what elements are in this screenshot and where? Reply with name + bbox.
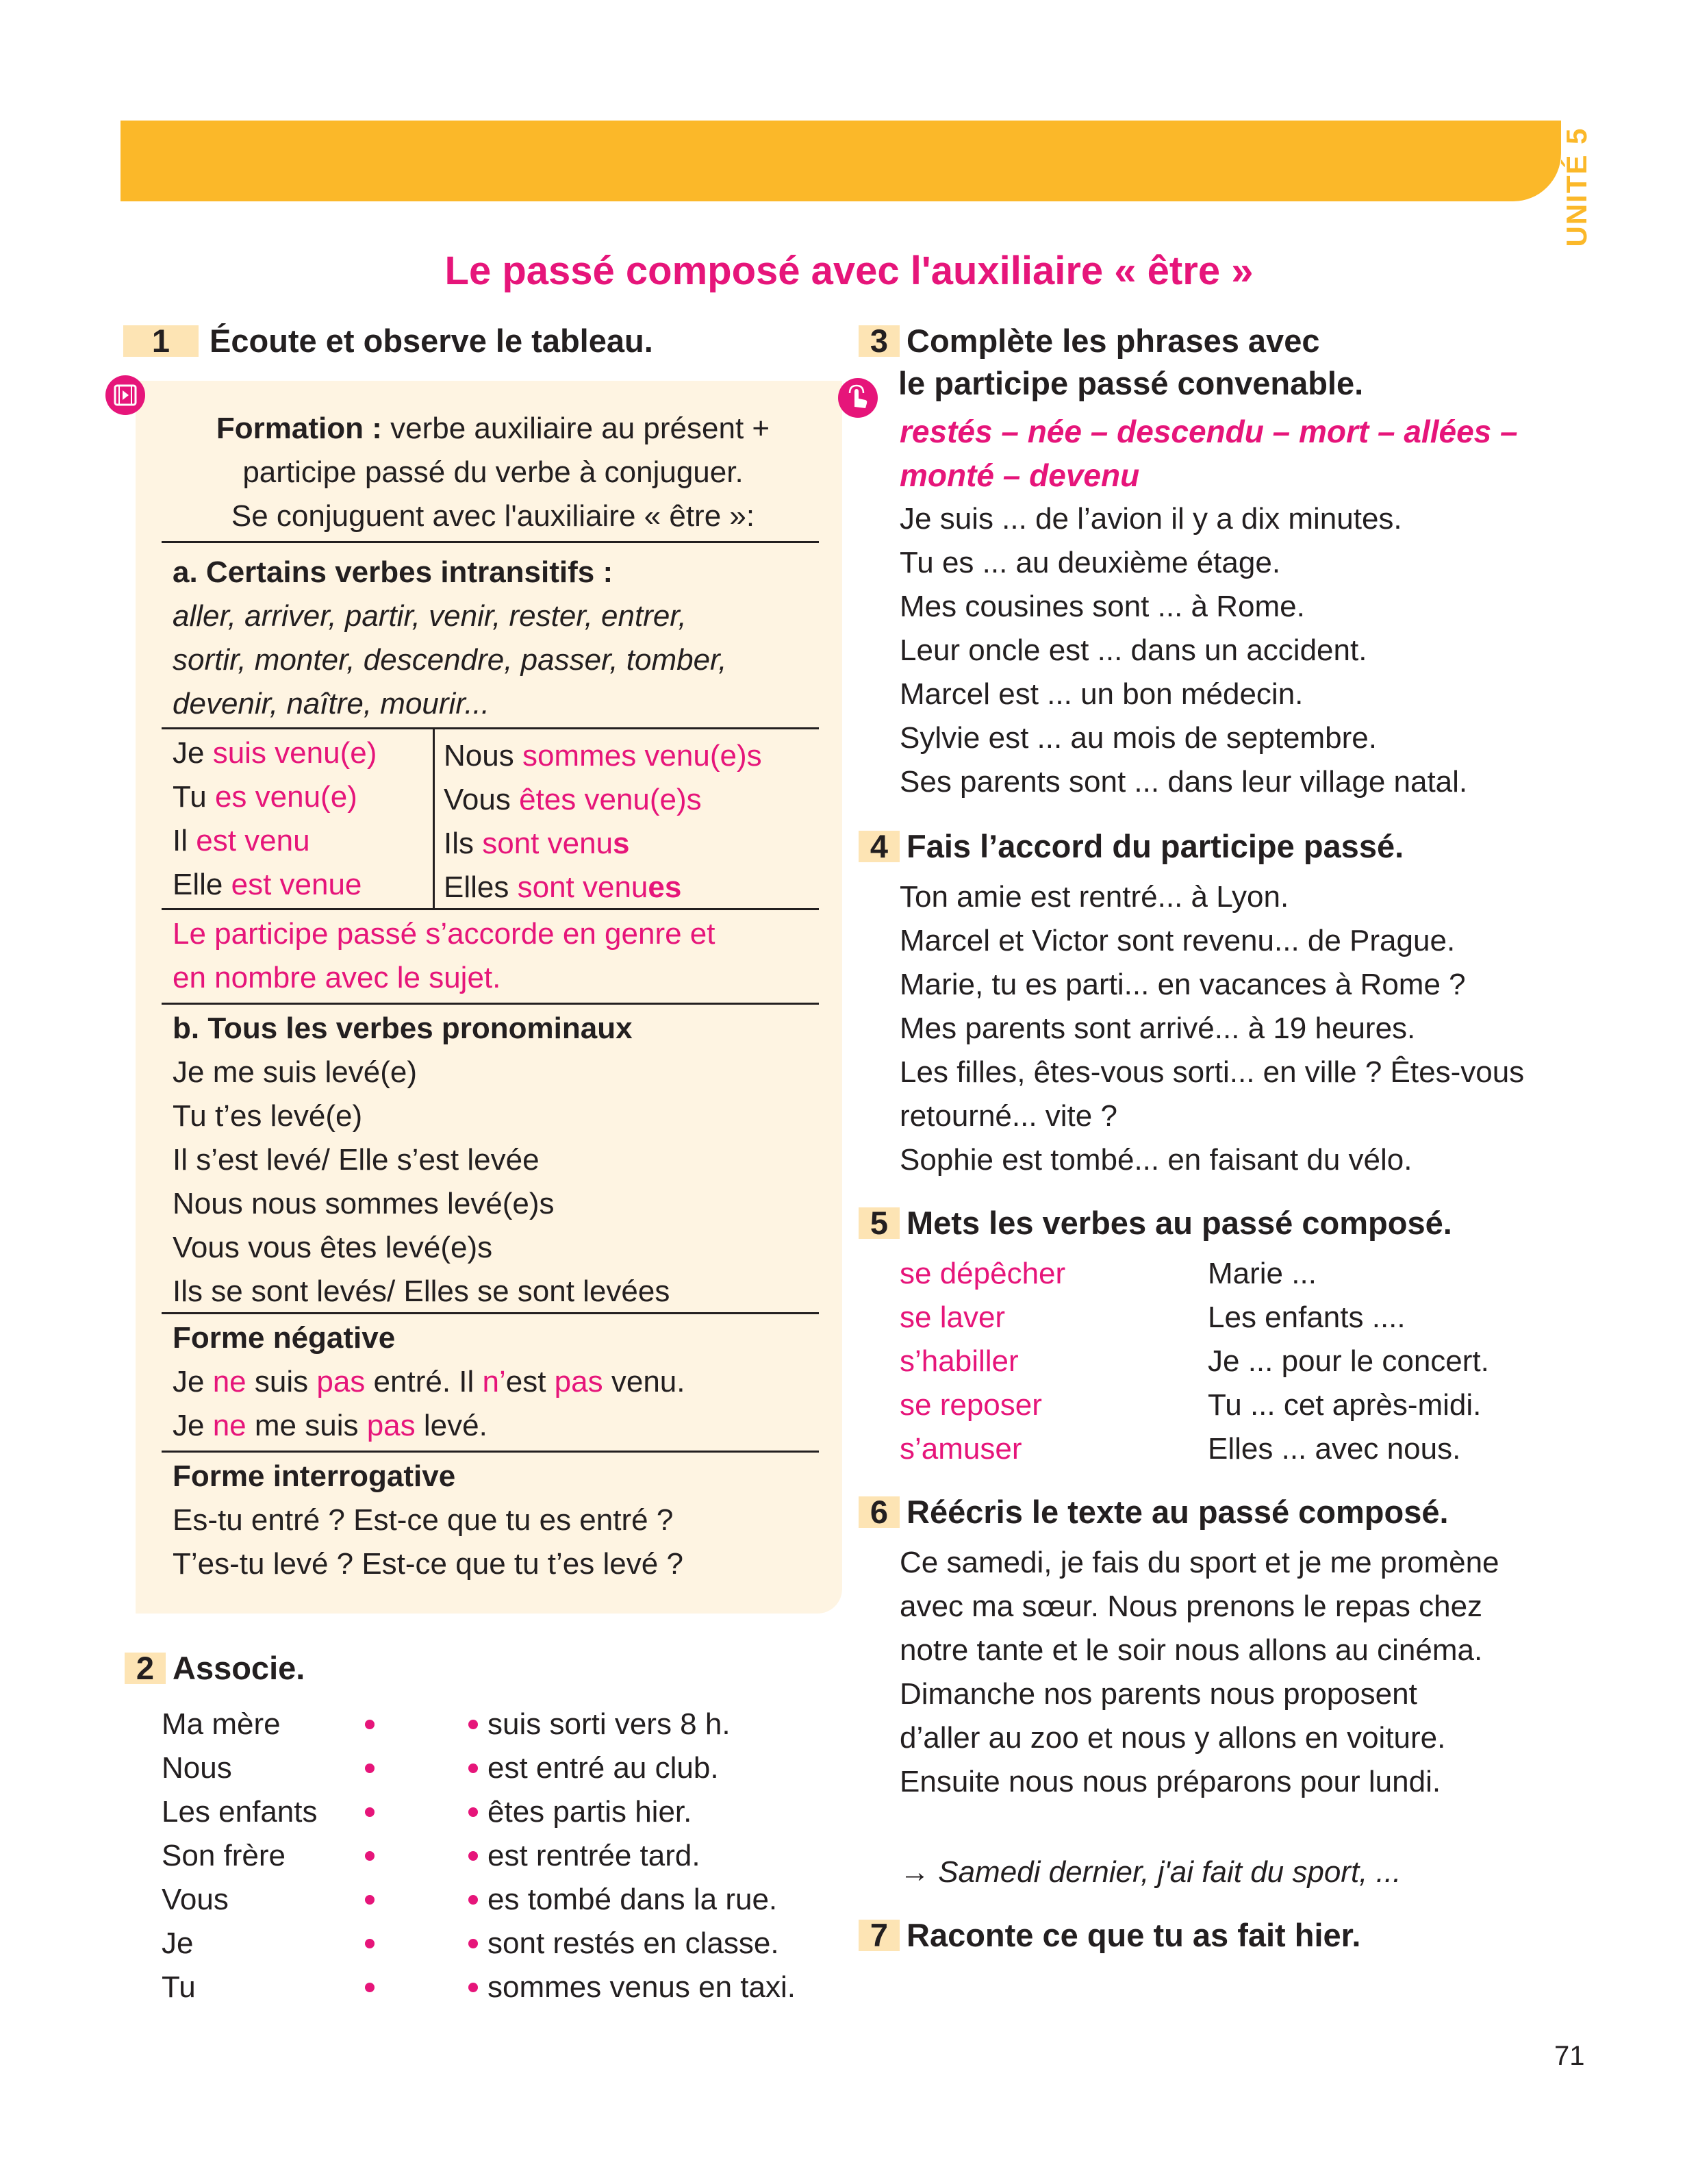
exercise-3-instruction-cont: le participe passé convenable. [898,365,1364,401]
match-dot-left[interactable] [365,1807,375,1817]
exercise-4-sentences [900,875,1524,1182]
section-a-title: a. Certains verbes intransitifs : [173,555,613,589]
exercise-3-word-bank: restés – née – descendu – mort – allées – monté – devenu [900,414,1518,493]
phrase: Les enfants .... [1208,1301,1406,1334]
exercise-number: 1 [123,325,199,357]
exercise-instruction: Raconte ce que tu as fait hier. [907,1917,1361,1953]
exercise-3-heading [859,321,1319,362]
match-dot-right[interactable] [468,1895,478,1905]
match-dot-right[interactable] [468,1763,478,1773]
match-predicate: est entré au club. [487,1751,719,1785]
conjugation-cell: Vous êtes venu(e)s [444,783,702,816]
sentence: Marcel et Victor sont revenu... de Prague. [900,924,1456,957]
match-dot-left[interactable] [365,1983,375,1992]
phrase: Tu ... cet après-midi. [1208,1388,1482,1422]
page-number: 71 [1554,2041,1585,2071]
match-dot-left[interactable] [365,1763,375,1773]
conjugation-cell: Nous sommes venu(e)s [444,739,762,773]
exercise-5-heading [859,1203,1452,1244]
pronominal-line: Ils se sont levés/ Elles se sont levées [173,1275,670,1308]
exercise-number: 5 [859,1207,900,1239]
verb-infinitive: s’amuser [900,1432,1022,1466]
formation-block: Formation : verbe auxiliaire au présent + participe passé du verbe à conjuguer. Se conjuguent avec l'auxiliaire « être »: [216,412,770,533]
section-b-title: b. Tous les verbes pronominaux [173,1012,633,1045]
match-subject: Je [162,1926,194,1960]
exercise-6-example: → Samedi dernier, j'ai fait du sport, ... [900,1855,1402,1889]
negative-example: Je ne suis pas entré. Il n’est pas venu. [173,1365,685,1398]
exercise-instruction: Écoute et observe le tableau. [210,323,653,359]
unit-label: UNITÉ 5 [1560,127,1593,247]
divider [162,1451,819,1453]
sentence: Ses parents sont ... dans leur village natal. [900,765,1468,799]
exercise-4-heading [859,826,1404,867]
match-subject: Tu [162,1970,196,2004]
negative-example: Je ne me suis pas levé. [173,1409,487,1442]
match-subject: Ma mère [162,1707,281,1741]
match-subject: Son frère [162,1839,286,1872]
verb-infinitive: se dépêcher [900,1257,1066,1290]
phrase: Je ... pour le concert. [1208,1344,1489,1378]
phrase: Elles ... avec nous. [1208,1432,1461,1466]
match-predicate: sommes venus en taxi. [487,1970,796,2004]
match-predicate: suis sorti vers 8 h. [487,1707,731,1741]
verb-infinitive: se reposer [900,1388,1042,1422]
exercise-3-sentences [900,497,1467,804]
sentence: Mes cousines sont ... à Rome. [900,590,1305,623]
divider [162,908,819,910]
exercise-5-phrases [1208,1252,1489,1471]
sentence: Sophie est tombé... en faisant du vélo. [900,1143,1412,1177]
sentence: Marie, tu es parti... en vacances à Rome ? [900,968,1466,1001]
page-title: Le passé composé avec l'auxiliaire « être » [444,249,1254,293]
match-dot-left[interactable] [365,1851,375,1861]
top-band [121,121,1561,201]
conjugation-cell: Il est venu [173,824,310,857]
sentence: Leur oncle est ... dans un accident. [900,633,1367,667]
sentence: Ton amie est rentré... à Lyon. [900,880,1289,914]
pronominal-line: Il s’est levé/ Elle s’est levée [173,1143,540,1177]
match-dot-right[interactable] [468,1720,478,1729]
sentence: Je suis ... de l’avion il y a dix minutes. [900,502,1402,536]
match-dot-left[interactable] [365,1895,375,1905]
exercise-number: 7 [859,1920,900,1951]
sentence: Tu es ... au deuxième étage. [900,546,1281,579]
pronominal-line: Vous vous êtes levé(e)s [173,1231,493,1264]
match-subject: Les enfants [162,1795,318,1829]
interrogative-example: T’es-tu levé ? Est-ce que tu t’es levé ? [173,1547,683,1581]
match-subject: Vous [162,1883,229,1916]
sentence: Les filles, êtes-vous sorti... en ville ? Êtes-vous [900,1055,1525,1089]
match-dot-left[interactable] [365,1720,375,1729]
exercise-number: 4 [859,831,900,862]
match-predicate: êtes partis hier. [487,1795,692,1829]
exercise-instruction: Fais l’accord du participe passé. [907,828,1404,864]
exercise-number: 3 [859,325,900,357]
accord-note: en nombre avec le sujet. [173,961,501,994]
interrogative-example: Es-tu entré ? Est-ce que tu es entré ? [173,1503,674,1537]
table-divider [433,727,435,908]
exercise-5-verbs [900,1252,1065,1471]
sentence: Mes parents sont arrivé... à 19 heures. [900,1012,1416,1045]
conjugation-cell: Ils sont venus [444,827,630,860]
conjugation-cell: Elle est venue [173,868,362,901]
sentence: Sylvie est ... au mois de septembre. [900,721,1377,755]
section-a-verbs-line: devenir, naître, mourir... [173,687,490,720]
pronominal-line: Tu t’es levé(e) [173,1099,363,1133]
conjugation-cell: Elles sont venues [444,870,682,904]
exercise-7-heading [859,1915,1360,1956]
conjugation-cell: Je suis venu(e) [173,736,377,770]
divider [162,1312,819,1314]
match-predicate: es tombé dans la rue. [487,1883,778,1916]
match-dot-right[interactable] [468,1807,478,1817]
exercise-number: 6 [859,1496,900,1528]
pronominal-line: Je me suis levé(e) [173,1055,418,1089]
pronominal-line: Nous nous sommes levé(e)s [173,1187,555,1220]
exercise-6-text: Ce samedi, je fais du sport et je me promène avec ma sœur. Nous prenons le repas chez notre tante et le soir nous allons au cinéma. Dimanche nos parents nous proposent d’aller au zoo et nous y allons en voiture. Ensuite nous nous préparons pour lundi. [900,1546,1499,1798]
accord-note: Le participe passé s’accorde en genre et [173,917,715,951]
match-dot-right[interactable] [468,1851,478,1861]
match-dot-right[interactable] [468,1939,478,1948]
section-a-verbs-line: sortir, monter, descendre, passer, tomber, [173,643,727,677]
exercise-instruction: Complète les phrases avec [907,323,1320,359]
match-dot-right[interactable] [468,1983,478,1992]
sentence: retourné... vite ? [900,1099,1117,1133]
interrogative-form-title: Forme interrogative [173,1459,456,1493]
verb-infinitive: s’habiller [900,1344,1019,1378]
verb-infinitive: se laver [900,1301,1006,1334]
divider [162,1003,819,1005]
negative-form-title: Forme négative [173,1321,396,1355]
match-subject: Nous [162,1751,232,1785]
exercise-1-heading [123,321,653,362]
match-predicate: est rentrée tard. [487,1839,700,1872]
exercise-number: 2 [125,1653,166,1684]
phrase: Marie ... [1208,1257,1317,1290]
section-a-verbs-line: aller, arriver, partir, venir, rester, entrer, [173,599,687,633]
divider [162,541,819,543]
exercise-instruction: Associe. [173,1650,305,1686]
exercise-2-heading [125,1648,305,1689]
exercise-instruction: Mets les verbes au passé composé. [907,1205,1452,1241]
hand-touch-icon[interactable] [838,378,878,418]
match-predicate: sont restés en classe. [487,1926,779,1960]
divider [162,727,819,729]
exercise-instruction: Réécris le texte au passé composé. [907,1494,1449,1530]
sentence: Marcel est ... un bon médecin. [900,677,1304,711]
match-dot-left[interactable] [365,1939,375,1948]
exercise-6-heading [859,1492,1449,1533]
conjugation-cell: Tu es venu(e) [173,780,357,814]
